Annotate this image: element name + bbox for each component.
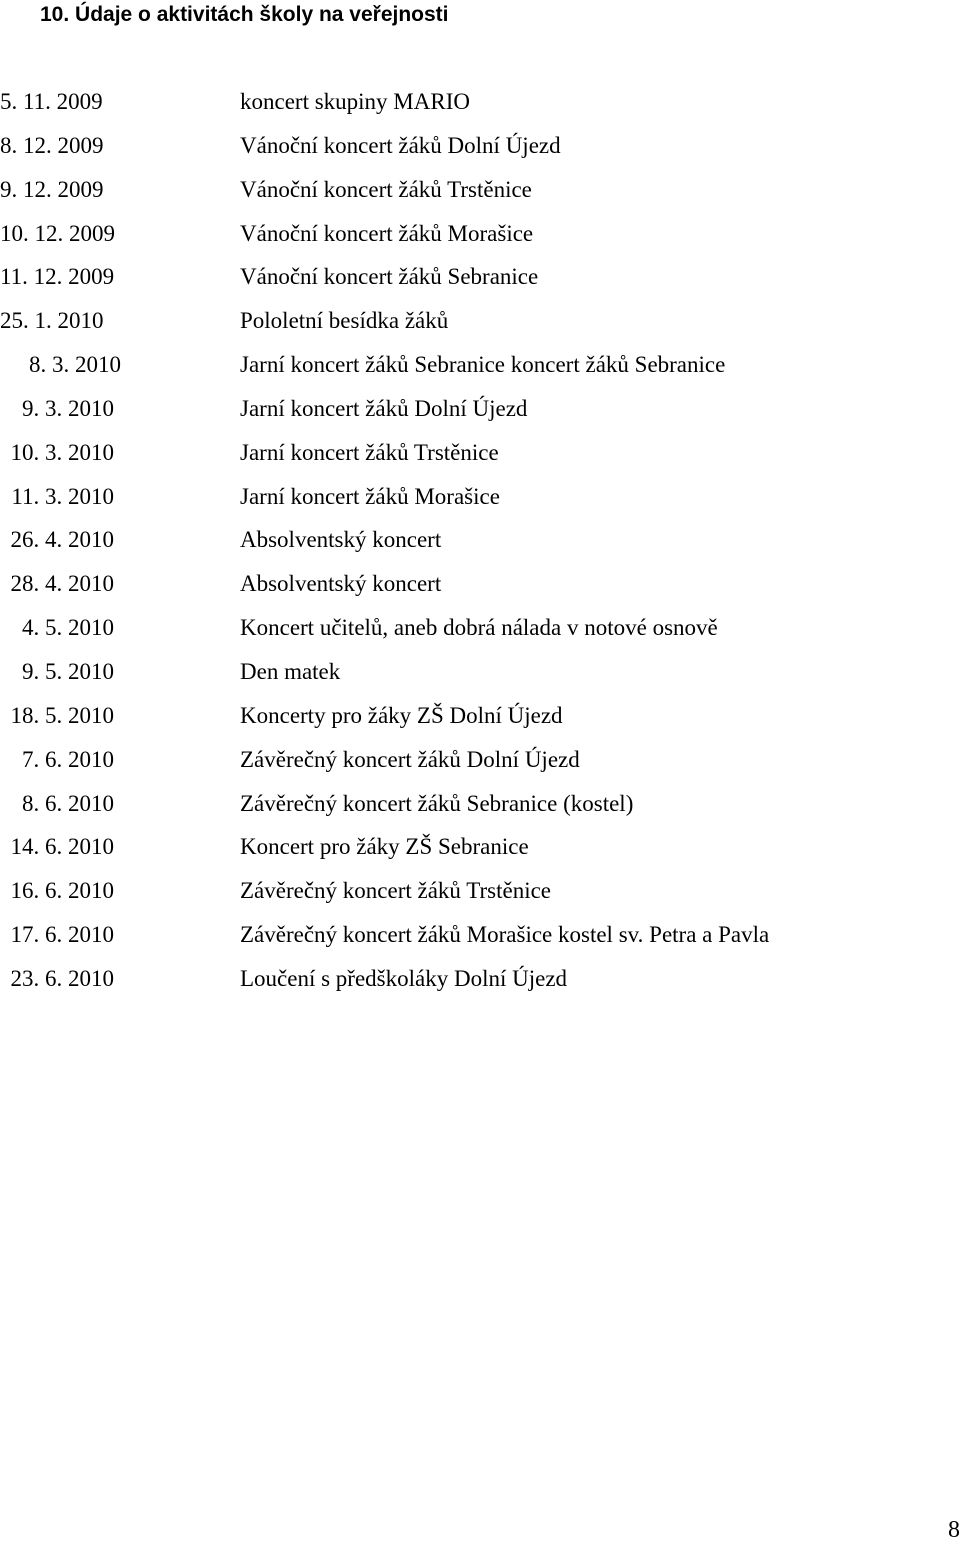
event-row	[0, 391, 960, 435]
event-date: 14. 6. 2010	[10, 834, 114, 860]
event-row	[0, 654, 960, 698]
event-row	[0, 435, 960, 479]
event-date: 17. 6. 2010	[10, 922, 114, 948]
event-date: 8. 3. 2010	[29, 352, 121, 378]
event-row	[0, 566, 960, 610]
event-date: 9. 12. 2009	[0, 176, 104, 202]
event-date: 11. 3. 2010	[11, 483, 114, 509]
event-row	[0, 961, 960, 1005]
event-row	[0, 873, 960, 917]
event-date: 10. 3. 2010	[10, 439, 114, 465]
event-row	[0, 172, 960, 216]
event-name: Vánoční koncert žáků Sebranice	[240, 264, 539, 290]
events-list	[0, 84, 960, 1005]
event-name: Koncert pro žáky ZŠ Sebranice	[240, 834, 529, 860]
event-row	[0, 347, 960, 391]
event-row	[0, 698, 960, 742]
event-row	[0, 829, 960, 873]
event-name: Jarní koncert žáků Morašice	[240, 483, 500, 509]
event-date: 11. 12. 2009	[0, 264, 115, 290]
event-row	[0, 259, 960, 303]
event-name: koncert skupiny MARIO	[240, 89, 470, 114]
event-name: Závěrečný koncert žáků Dolní Újezd	[240, 746, 580, 772]
event-date: 26. 4. 2010	[10, 527, 114, 553]
event-name: Koncerty pro žáky ZŠ Dolní Újezd	[240, 702, 563, 728]
event-name: Vánoční koncert žáků Dolní Újezd	[240, 132, 561, 158]
event-row	[0, 610, 960, 654]
event-name: Závěrečný koncert žáků Trstěnice	[240, 878, 552, 904]
event-date: 16. 6. 2010	[10, 878, 114, 904]
event-date: 28. 4. 2010	[10, 571, 114, 597]
event-row	[0, 216, 960, 260]
event-date: 9. 5. 2010	[22, 658, 114, 684]
event-date: 25. 1. 2010	[0, 308, 104, 334]
event-name: Den matek	[240, 658, 341, 684]
event-row	[0, 742, 960, 786]
event-row	[0, 917, 960, 961]
event-date: 23. 6. 2010	[10, 965, 114, 991]
event-name: Jarní koncert žáků Trstěnice	[240, 439, 499, 465]
page-number: 8	[948, 1517, 960, 1543]
event-name: Absolventský koncert	[240, 527, 442, 553]
event-row	[0, 84, 960, 128]
event-name: Závěrečný koncert žáků Morašice kostel sv. Petra a Pavla	[240, 922, 770, 948]
event-name: Vánoční koncert žáků Morašice	[240, 220, 534, 246]
event-row	[0, 303, 960, 347]
section-heading: 10. Údaje o aktivitách školy na veřejnosti	[40, 3, 449, 26]
event-name: Závěrečný koncert žáků Sebranice (kostel)	[240, 790, 634, 816]
event-name: Loučení s předškoláky Dolní Újezd	[240, 965, 568, 991]
event-row	[0, 479, 960, 523]
event-date: 10. 12. 2009	[0, 220, 115, 246]
event-date: 18. 5. 2010	[10, 702, 114, 728]
event-name: Jarní koncert žáků Dolní Újezd	[240, 395, 528, 421]
event-date: 7. 6. 2010	[22, 746, 114, 772]
event-date: 8. 6. 2010	[22, 790, 114, 816]
event-row	[0, 522, 960, 566]
event-name: Vánoční koncert žáků Trstěnice	[240, 176, 532, 202]
event-name: Pololetní besídka žáků	[240, 308, 449, 334]
event-name: Jarní koncert žáků Sebranice koncert žáků Sebranice	[240, 352, 726, 378]
event-date: 8. 12. 2009	[0, 132, 104, 158]
event-name: Koncert učitelů, aneb dobrá nálada v notové osnově	[240, 615, 718, 641]
event-name: Absolventský koncert	[240, 571, 442, 597]
event-date: 4. 5. 2010	[22, 615, 114, 641]
event-row	[0, 786, 960, 830]
event-date: 9. 3. 2010	[22, 395, 114, 421]
event-date: 5. 11. 2009	[0, 89, 103, 114]
event-row	[0, 128, 960, 172]
